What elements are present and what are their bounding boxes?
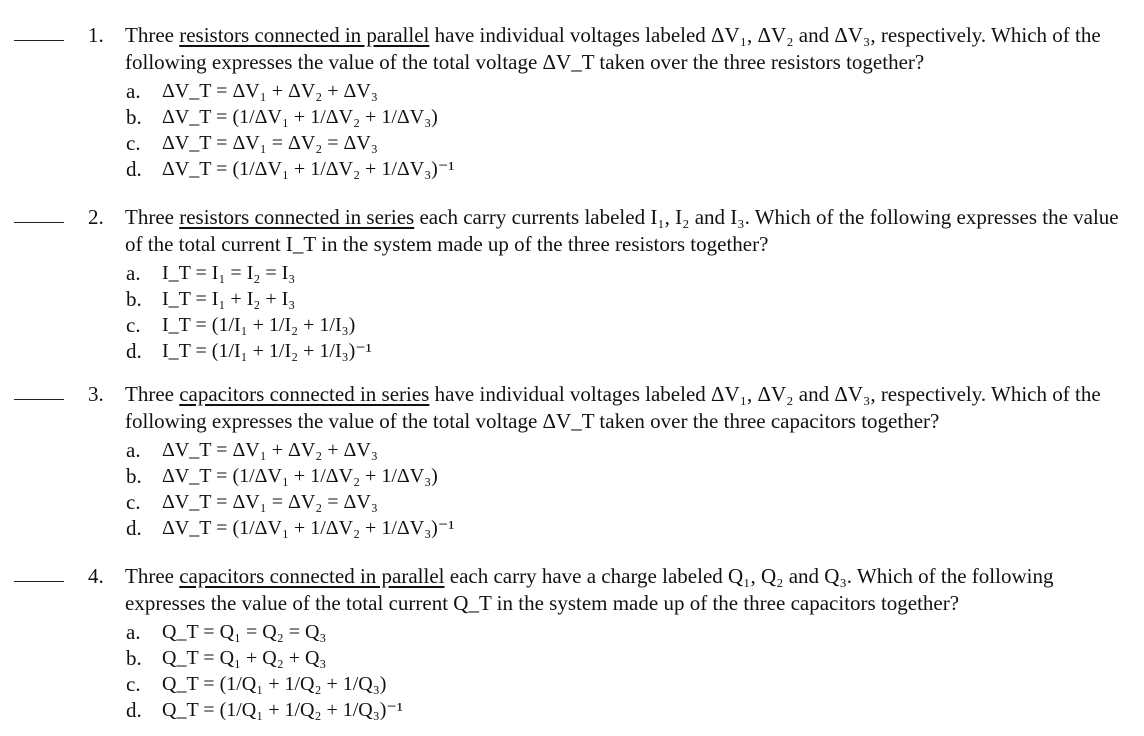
option-letter: a.	[126, 620, 141, 644]
option-d[interactable]	[126, 338, 1026, 364]
question-text	[125, 22, 1135, 76]
option-b[interactable]	[126, 645, 1026, 671]
option-a[interactable]	[126, 260, 1026, 286]
answer-blank-2[interactable]	[14, 222, 64, 223]
question-underlined-text: capacitors connected in series	[179, 382, 430, 406]
question-text-after: each carry currents labeled I₁, I₂ and I₃. Which of the following expresses the value of the total current I_T in the system made up of the three resistors together?	[125, 205, 1119, 256]
option-letter: c.	[126, 313, 141, 337]
question-text-after: each carry have a charge labeled Q₁, Q₂ and Q₃. Which of the following expresses the value of the total current Q_T in the system made up of the three capacitors together?	[125, 564, 1054, 615]
option-formula: I_T = (1/I₁ + 1/I₂ + 1/I₃)	[162, 314, 356, 336]
option-c[interactable]	[126, 671, 1026, 697]
option-formula: Q_T = Q₁ = Q₂ = Q₃	[162, 621, 327, 643]
option-formula: Q_T = (1/Q₁ + 1/Q₂ + 1/Q₃)⁻¹	[162, 699, 403, 721]
option-formula: ΔV_T = (1/ΔV₁ + 1/ΔV₂ + 1/ΔV₃)⁻¹	[162, 517, 455, 539]
question-underlined-text: resistors connected in series	[179, 205, 415, 229]
option-formula: I_T = I₁ + I₂ + I₃	[162, 288, 296, 310]
question-text-after: have individual voltages labeled ΔV₁, ΔV₂ and ΔV₃, respectively. Which of the following expresses the value of the total voltage ΔV_T taken over the three resistors together?	[125, 23, 1101, 74]
question-text-before: Three	[125, 23, 180, 47]
question-text	[125, 204, 1135, 258]
question-text	[125, 563, 1135, 617]
option-letter: d.	[126, 698, 142, 722]
option-letter: c.	[126, 490, 141, 514]
option-c[interactable]	[126, 489, 1026, 515]
option-c[interactable]	[126, 130, 1026, 156]
option-formula: ΔV_T = (1/ΔV₁ + 1/ΔV₂ + 1/ΔV₃)	[162, 106, 438, 128]
option-a[interactable]	[126, 78, 1026, 104]
option-formula: ΔV_T = (1/ΔV₁ + 1/ΔV₂ + 1/ΔV₃)⁻¹	[162, 158, 455, 180]
option-a[interactable]	[126, 437, 1026, 463]
option-b[interactable]	[126, 104, 1026, 130]
option-d[interactable]	[126, 697, 1026, 723]
option-letter: b.	[126, 464, 142, 488]
question-text-before: Three	[125, 564, 180, 588]
option-formula: ΔV_T = ΔV₁ + ΔV₂ + ΔV₃	[162, 439, 378, 461]
option-letter: d.	[126, 339, 142, 363]
answer-blank-3[interactable]	[14, 399, 64, 400]
option-letter: b.	[126, 287, 142, 311]
option-letter: b.	[126, 646, 142, 670]
option-letter: c.	[126, 131, 141, 155]
option-formula: Q_T = Q₁ + Q₂ + Q₃	[162, 647, 327, 669]
question-number: 4.	[88, 564, 104, 588]
option-letter: d.	[126, 157, 142, 181]
option-formula: ΔV_T = ΔV₁ + ΔV₂ + ΔV₃	[162, 80, 378, 102]
option-letter: a.	[126, 261, 141, 285]
options-list	[126, 619, 1026, 723]
option-formula: ΔV_T = (1/ΔV₁ + 1/ΔV₂ + 1/ΔV₃)	[162, 465, 438, 487]
question-underlined-text: resistors connected in parallel	[179, 23, 430, 47]
question-underlined-text: capacitors connected in parallel	[179, 564, 445, 588]
option-formula: I_T = (1/I₁ + 1/I₂ + 1/I₃)⁻¹	[162, 340, 372, 362]
answer-blank-1[interactable]	[14, 40, 64, 41]
option-formula: ΔV_T = ΔV₁ = ΔV₂ = ΔV₃	[162, 491, 378, 513]
option-a[interactable]	[126, 619, 1026, 645]
option-formula: I_T = I₁ = I₂ = I₃	[162, 262, 296, 284]
question-text-before: Three	[125, 205, 180, 229]
options-list	[126, 437, 1026, 541]
option-d[interactable]	[126, 156, 1026, 182]
question-text	[125, 381, 1135, 435]
question-text-before: Three	[125, 382, 180, 406]
option-formula: ΔV_T = ΔV₁ = ΔV₂ = ΔV₃	[162, 132, 378, 154]
answer-blank-4[interactable]	[14, 581, 64, 582]
option-b[interactable]	[126, 463, 1026, 489]
option-letter: a.	[126, 79, 141, 103]
option-c[interactable]	[126, 312, 1026, 338]
option-letter: a.	[126, 438, 141, 462]
question-text-after: have individual voltages labeled ΔV₁, ΔV₂ and ΔV₃, respectively. Which of the following expresses the value of the total voltage ΔV_T taken over the three capacitors together?	[125, 382, 1101, 433]
option-d[interactable]	[126, 515, 1026, 541]
question-number: 1.	[88, 23, 104, 47]
options-list	[126, 78, 1026, 182]
option-b[interactable]	[126, 286, 1026, 312]
question-number: 3.	[88, 382, 104, 406]
option-letter: d.	[126, 516, 142, 540]
option-formula: Q_T = (1/Q₁ + 1/Q₂ + 1/Q₃)	[162, 673, 387, 695]
option-letter: b.	[126, 105, 142, 129]
option-letter: c.	[126, 672, 141, 696]
question-number: 2.	[88, 205, 104, 229]
options-list	[126, 260, 1026, 364]
